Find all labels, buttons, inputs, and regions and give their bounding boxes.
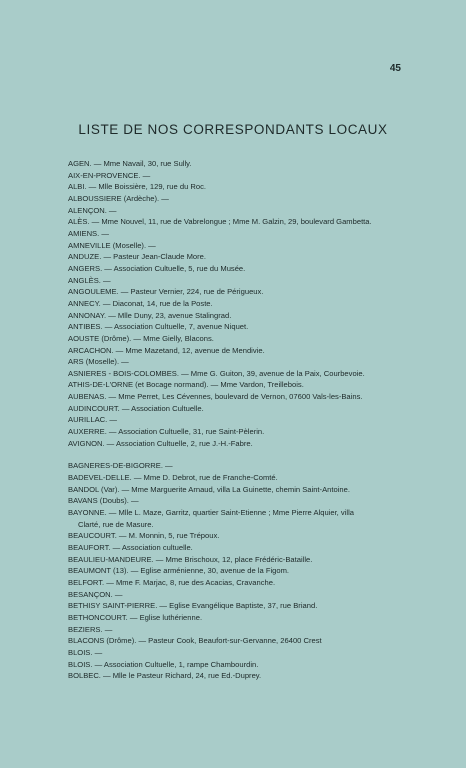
list-item xyxy=(68,624,410,636)
list-item xyxy=(68,565,410,577)
entry-text: ALÈS. — Mme Nouvel, 11, rue de Vabrelongue ; Mme M. Galzin, 29, boulevard Gambetta. xyxy=(68,217,372,227)
entry-text: BAYONNE. — Mlle L. Maze, Garritz, quartier Saint-Etienne ; Mme Pierre Alquier, villa xyxy=(68,508,354,518)
page-number: 45 xyxy=(389,63,401,74)
list-item xyxy=(68,356,410,368)
list-item xyxy=(68,472,410,484)
entry-text: AURILLAC. — xyxy=(68,415,117,425)
entry-text: ATHIS-DE-L'ORNE (et Bocage normand). — Mme Vardon, Treillebois. xyxy=(68,380,304,390)
list-item xyxy=(68,414,410,426)
entry-text: BAVANS (Doubs). — xyxy=(68,496,139,506)
list-item xyxy=(68,589,410,601)
entry-text: ARS (Moselle). — xyxy=(68,357,129,367)
list-item xyxy=(68,193,410,205)
entry-text: BEAUCOURT. — M. Monnin, 5, rue Trépoux. xyxy=(68,531,220,541)
entry-text: BAGNERES-DE-BIGORRE. — xyxy=(68,461,173,471)
list-item xyxy=(68,216,410,228)
entry-text: ALENÇON. — xyxy=(68,205,117,215)
entry-text: ANNECY. — Diaconat, 14, rue de la Poste. xyxy=(68,298,213,308)
list-item xyxy=(68,181,410,193)
list-item xyxy=(68,507,410,530)
list-item xyxy=(68,600,410,612)
list-item xyxy=(68,298,410,310)
correspondents-list xyxy=(68,158,410,682)
list-item xyxy=(68,321,410,333)
list-item xyxy=(68,460,410,472)
list-item xyxy=(68,263,410,275)
entry-text: BLOIS. — xyxy=(68,647,103,657)
entry-text: BOLBEC. — Mlle le Pasteur Richard, 24, rue Ed.-Duprey. xyxy=(68,671,262,681)
entry-continuation: Clarté, rue de Masure. xyxy=(78,519,154,529)
entry-text: AUDINCOURT. — Association Cultuelle. xyxy=(68,403,204,413)
list-item xyxy=(68,670,410,682)
list-item xyxy=(68,659,410,671)
list-item xyxy=(68,542,410,554)
list-item xyxy=(68,577,410,589)
entry-text: BEAUFORT. — Association cultuelle. xyxy=(68,543,193,552)
page-title: LISTE DE NOS CORRESPONDANTS LOCAUX xyxy=(78,122,388,137)
entry-text: BADEVEL-DELLE. — Mme D. Debrot, rue de Franche-Comté. xyxy=(68,473,278,483)
list-item xyxy=(68,345,410,357)
entry-text: BANDOL (Var). — Mme Marguerite Arnaud, villa La Guinette, chemin Saint-Antoine. xyxy=(68,484,350,494)
entry-text: ANDUZE. — Pasteur Jean-Claude More. xyxy=(68,252,207,262)
entry-text: BEAUMONT (13). — Eglise arménienne, 30, avenue de la Figom. xyxy=(68,566,290,576)
list-item xyxy=(68,368,410,380)
list-item xyxy=(68,495,410,507)
list-item xyxy=(68,647,410,659)
entry-text: ALBI. — Mlle Boissière, 129, rue du Roc. xyxy=(68,182,207,192)
entry-text: AMIENS. — xyxy=(68,228,109,238)
entry-text: ANGOULEME. — Pasteur Vernier, 224, rue de Périgueux. xyxy=(68,287,264,297)
list-item xyxy=(68,275,410,287)
list-item xyxy=(68,228,410,240)
section-gap xyxy=(68,449,410,460)
entry-text: ANTIBES. — Association Cultuelle, 7, avenue Niquet. xyxy=(68,322,249,332)
entry-text: BEZIERS. — xyxy=(68,624,113,634)
list-item xyxy=(68,333,410,345)
entry-text: BLOIS. — Association Cultuelle, 1, rampe Chambourdin. xyxy=(68,659,259,669)
entry-text: BEAULIEU-MANDEURE. — Mme Brischoux, 12, place Frédéric-Bataille. xyxy=(68,554,313,564)
list-item xyxy=(68,205,410,217)
list-item xyxy=(68,484,410,496)
list-item xyxy=(68,635,410,647)
list-item xyxy=(68,240,410,252)
entry-text: AGEN. — Mme Navail, 30, rue Sully. xyxy=(68,159,192,168)
entry-text: ARCACHON. — Mme Mazetand, 12, avenue de Mendivie. xyxy=(68,345,265,355)
list-item xyxy=(68,530,410,542)
list-item xyxy=(68,158,410,170)
list-item xyxy=(68,251,410,263)
entry-text: BELFORT. — Mme F. Marjac, 8, rue des Acacias, Cravanche. xyxy=(68,577,276,587)
list-item xyxy=(68,426,410,438)
list-item xyxy=(68,554,410,566)
entry-text: BETHISY SAINT-PIERRE. — Eglise Evangélique Baptiste, 37, rue Briand. xyxy=(68,601,318,611)
entry-text: ANGERS. — Association Cultuelle, 5, rue du Musée. xyxy=(68,263,246,273)
list-item xyxy=(68,391,410,403)
list-item xyxy=(68,170,410,182)
list-item xyxy=(68,286,410,298)
list-item xyxy=(68,379,410,391)
entry-text: ANGLÈS. — xyxy=(68,275,111,285)
entry-text: AUBENAS. — Mme Perret, Les Cévennes, boulevard de Vernon, 07600 Vals-les-Bains. xyxy=(68,392,363,402)
entry-text: ASNIERES - BOIS-COLOMBES. — Mme G. Guiton, 39, avenue de la Paix, Courbevoie. xyxy=(68,368,365,378)
entry-text: AMNEVILLE (Moselle). — xyxy=(68,240,156,250)
entry-text: BESANÇON. — xyxy=(68,589,123,599)
entry-text: AIX-EN-PROVENCE. — xyxy=(68,170,151,180)
entry-text: AUXERRE. — Association Cultuelle, 31, rue Saint-Pèlerin. xyxy=(68,427,265,437)
entry-text: BLACONS (Drôme). — Pasteur Cook, Beaufort-sur-Gervanne, 26400 Crest xyxy=(68,636,322,646)
entry-text: AVIGNON. — Association Cultuelle, 2, rue J.-H.-Fabre. xyxy=(68,438,253,448)
list-item xyxy=(68,403,410,415)
list-item xyxy=(68,438,410,450)
entry-text: ANNONAY. — Mlle Duny, 23, avenue Stalingrad. xyxy=(68,310,232,320)
list-item xyxy=(68,310,410,322)
entry-text: BETHONCOURT. — Eglise luthérienne. xyxy=(68,612,203,622)
entry-text: AOUSTE (Drôme). — Mme Gielly, Blacons. xyxy=(68,333,214,343)
list-item xyxy=(68,612,410,624)
entry-text: ALBOUSSIERE (Ardèche). — xyxy=(68,193,169,203)
